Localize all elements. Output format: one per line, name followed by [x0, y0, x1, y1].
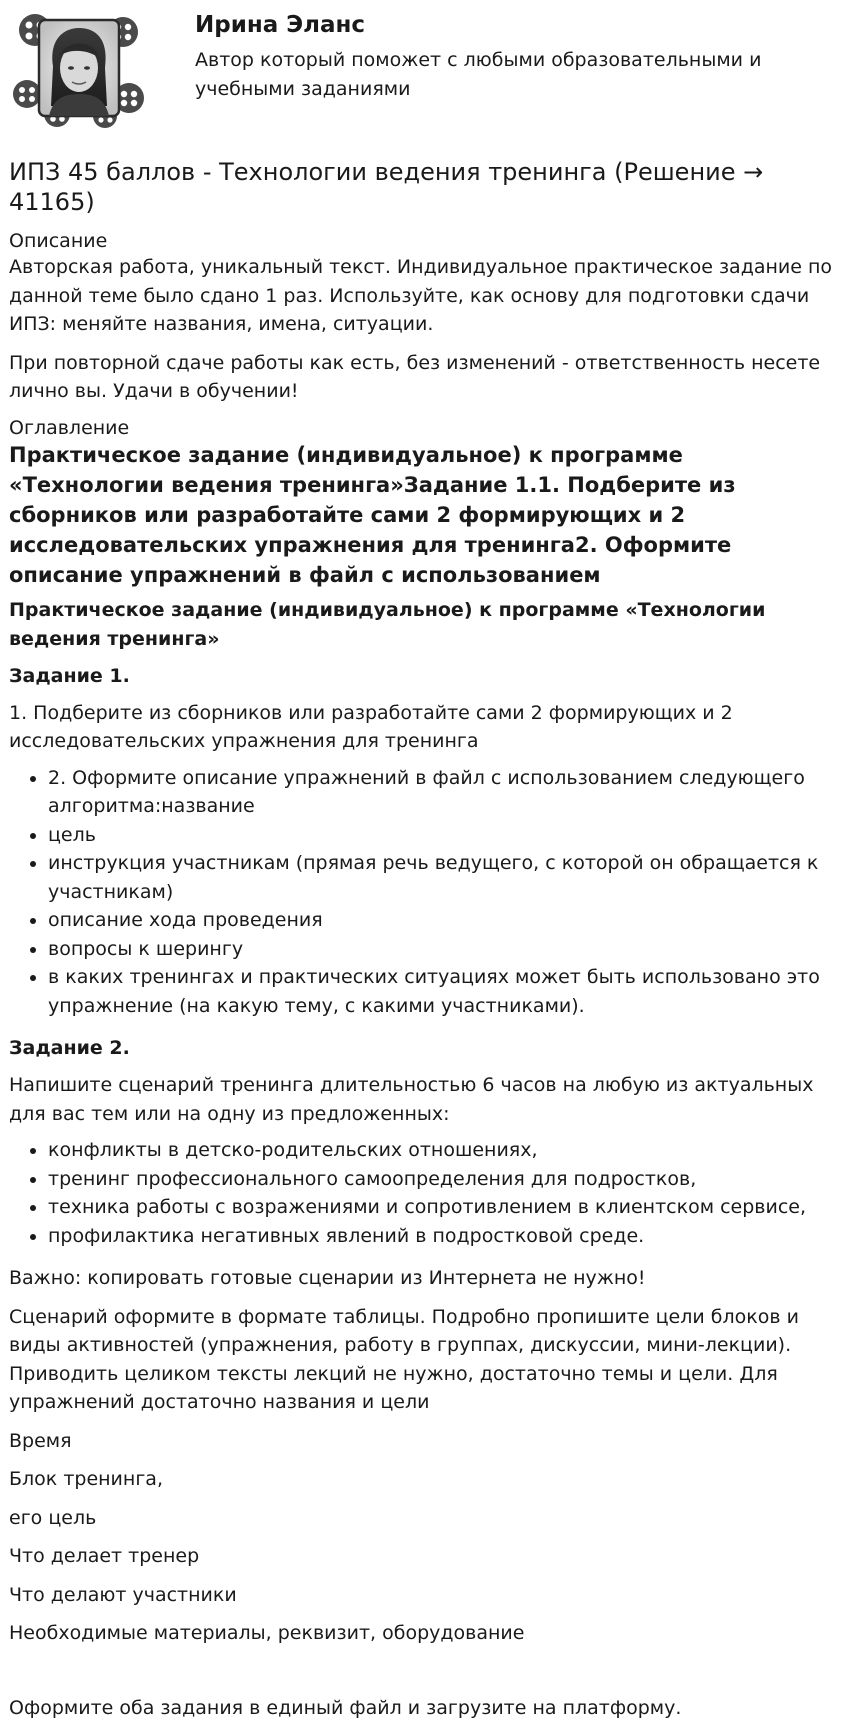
important-note: Важно: копировать готовые сценарии из Интернета не нужно!: [9, 1267, 646, 1289]
task1-heading: Задание 1.: [9, 664, 130, 687]
toc-label: Оглавление: [9, 416, 130, 439]
table-column-time: Время: [9, 1429, 72, 1452]
task1-list: [9, 764, 837, 1021]
list-item: • конфликты в детско-родительских отношениях,: [48, 1136, 837, 1165]
task1-intro: 1. Подберите из сборников или разработайте сами 2 формирующих и 2 исследовательских упражнения для тренинга: [9, 701, 733, 752]
author-description: Автор который поможет с любыми образовательными и учебными заданиями: [195, 49, 762, 100]
task2-list: [9, 1136, 837, 1250]
description-label: Описание: [9, 230, 108, 252]
format-instructions: Сценарий оформите в формате таблицы. Подробно пропишите цели блоков и виды активностей (упражнения, работу в группах, дискуссии, мини-лекции). Приводить целиком тексты лекций не нужно, достаточно темы и цели. Для упражнений достаточно названия и цели: [9, 1305, 799, 1413]
table-column-trainer: Что делает тренер: [9, 1545, 200, 1567]
task2-heading: Задание 2.: [9, 1037, 130, 1059]
content-heading: Практическое задание (индивидуальное) к программе «Технологии ведения тренинга»: [9, 598, 766, 650]
author-avatar-photo-icon: [9, 10, 149, 130]
table-column-goal: его цель: [9, 1506, 97, 1529]
table-column-materials: Необходимые материалы, реквизит, оборудование: [9, 1622, 525, 1644]
list-item: • в каких тренингах и практических ситуациях может быть использовано это упражнение (на какую тему, с какими участниками).: [48, 963, 837, 1020]
list-item: • инструкция участникам (прямая речь ведущего, с которой он обращается к участникам): [48, 849, 837, 906]
page-title: ИПЗ 45 баллов - Технологии ведения тренинга (Решение → 41165): [9, 158, 764, 216]
final-instruction: Оформите оба задания в единый файл и загрузите на платформу.: [9, 1696, 682, 1719]
list-item: • 2. Оформите описание упражнений в файл с использованием следующего алгоритма:название: [48, 764, 837, 821]
author-info: [195, 8, 795, 104]
list-item: • профилактика негативных явлений в подростковой среде.: [48, 1222, 837, 1251]
list-item: • цель: [48, 821, 837, 850]
author-avatar[interactable]: [9, 10, 149, 130]
toc-text: Практическое задание (индивидуальное) к программе «Технологии ведения тренинга»Задание 1.1. Подберите из сборников или разработайте сами 2 формирующих и 2 исследовательских упражнения для тренинга2. Оформите описание упражнений в файл с использованием: [9, 442, 736, 587]
list-item: • тренинг профессионального самоопределения для подростков,: [48, 1165, 837, 1194]
list-item: • техника работы с возражениями и сопротивлением в клиентском сервисе,: [48, 1193, 837, 1222]
list-item: • вопросы к шерингу: [48, 935, 837, 964]
task2-intro: Напишите сценарий тренинга длительностью 6 часов на любую из актуальных для вас тем или на одну из предложенных:: [9, 1074, 814, 1125]
author-card: [9, 8, 837, 138]
description-paragraph: При повторной сдаче работы как есть, без изменений - ответственность несете лично вы. Удачи в обучении!: [9, 351, 821, 402]
table-column-block: Блок тренинга,: [9, 1468, 163, 1490]
author-name[interactable]: Ирина Эланс: [195, 12, 366, 38]
table-column-participants: Что делают участники: [9, 1583, 237, 1606]
list-item: • описание хода проведения: [48, 906, 837, 935]
description-paragraph: Авторская работа, уникальный текст. Индивидуальное практическое задание по данной теме было сдано 1 раз. Используйте, как основу для подготовки сдачи ИПЗ: меняйте названия, имена, ситуации.: [9, 256, 833, 335]
